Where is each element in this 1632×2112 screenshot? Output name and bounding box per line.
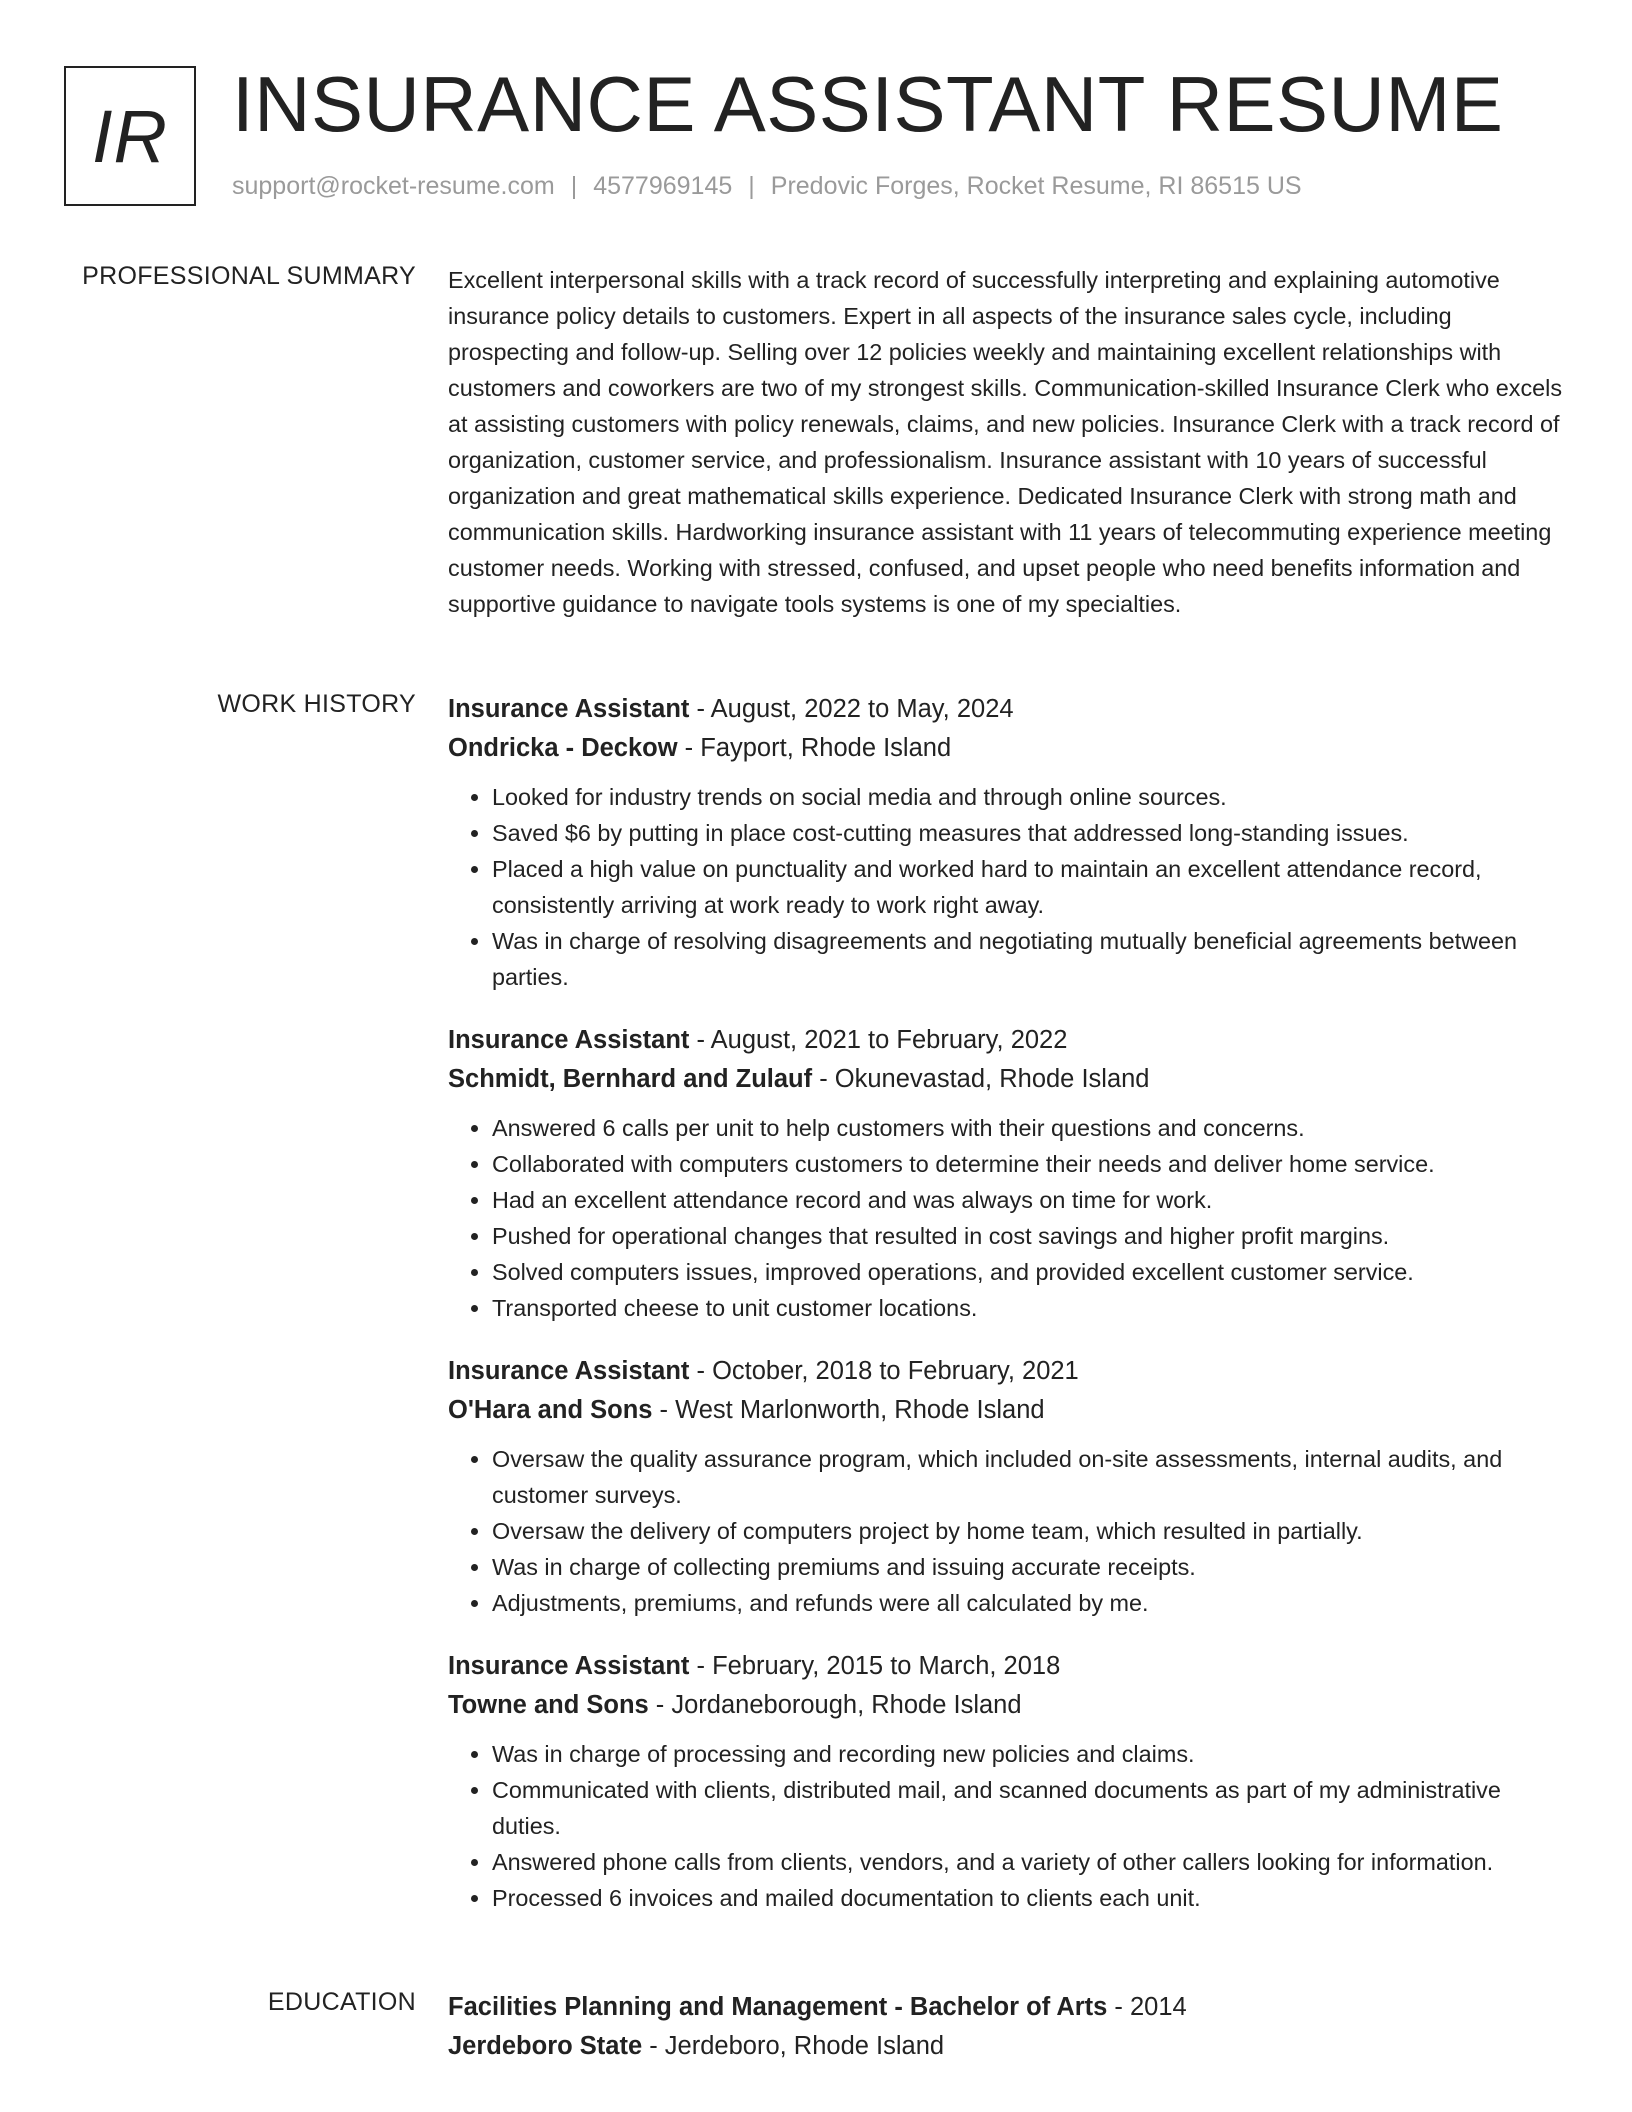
job-location: - West Marlonworth, Rhode Island [652, 1396, 1045, 1424]
contact-address: Predovic Forges, Rocket Resume, RI 86515 US [770, 172, 1302, 200]
job-location: - Fayport, Rhode Island [677, 734, 952, 762]
job-title: Insurance Assistant [448, 695, 690, 723]
job-title-line [448, 1352, 1568, 1391]
job-title: Insurance Assistant [448, 1357, 690, 1385]
job-location: - Jordaneborough, Rhode Island [648, 1691, 1022, 1719]
section-label-education: EDUCATION [267, 1988, 416, 2016]
job-bullet: • Processed 6 invoices and mailed documentation to clients each unit. [492, 1880, 1568, 1916]
job-bullets [448, 779, 1568, 995]
job-title-line [448, 1647, 1568, 1686]
summary-text: Excellent interpersonal skills with a track record of successfully interpreting and explaining automotive insurance policy details to customers. Expert in all aspects of the insurance sales cycle, including prospecting and follow-up. Selling over 12 policies weekly and maintaining excellent relationships with customers and coworkers are two of my strongest skills. Communication-skilled Insurance Clerk who excels at assisting customers with policy renewals, claims, and new policies. Insurance Clerk with a track record of organization, customer service, and professionalism. Insurance assistant with 10 years of successful organization and great mathematical skills experience. Dedicated Insurance Clerk with strong math and communication skills. Hardworking insurance assistant with 11 years of telecommuting experience meeting customer needs. Working with stressed, confused, and upset people who need benefits information and supportive guidance to navigate tools systems is one of my specialties. [448, 267, 1563, 617]
education-school: Jerdeboro State [448, 2032, 643, 2060]
section-label-summary: PROFESSIONAL SUMMARY [82, 262, 416, 290]
job-bullet: • Collaborated with computers customers to determine their needs and deliver home service. [492, 1146, 1568, 1182]
job-entry [448, 1647, 1568, 1916]
job-bullet: • Solved computers issues, improved operations, and provided excellent customer service. [492, 1254, 1568, 1290]
work-history-body [448, 690, 1568, 1942]
contact-email[interactable]: support@rocket-resume.com [232, 172, 555, 200]
job-bullet: • Transported cheese to unit customer locations. [492, 1290, 1568, 1326]
job-bullet: • Pushed for operational changes that resulted in cost savings and higher profit margins. [492, 1218, 1568, 1254]
education-body [448, 1988, 1568, 2066]
job-bullet: • Placed a high value on punctuality and worked hard to maintain an excellent attendance record, consistently arriving at work ready to work right away. [492, 851, 1568, 923]
job-title-line [448, 1021, 1568, 1060]
monogram-logo [64, 66, 196, 206]
job-bullet: • Answered phone calls from clients, vendors, and a variety of other callers looking for information. [492, 1844, 1568, 1880]
job-bullet: • Was in charge of processing and recording new policies and claims. [492, 1736, 1568, 1772]
job-company-line [448, 1686, 1568, 1725]
job-bullet: • Adjustments, premiums, and refunds were all calculated by me. [492, 1585, 1568, 1621]
job-bullet: • Saved $6 by putting in place cost-cutting measures that addressed long-standing issues. [492, 815, 1568, 851]
education-degree-line [448, 1988, 1568, 2027]
job-bullet: • Oversaw the quality assurance program, which included on-site assessments, internal audits, and customer surveys. [492, 1441, 1568, 1513]
job-company-line [448, 729, 1568, 768]
education-school-line [448, 2027, 1568, 2066]
job-bullet: • Oversaw the delivery of computers project by home team, which resulted in partially. [492, 1513, 1568, 1549]
job-company: Schmidt, Bernhard and Zulauf [448, 1065, 813, 1093]
section-label-work: WORK HISTORY [217, 690, 416, 718]
job-bullet: • Had an excellent attendance record and was always on time for work. [492, 1182, 1568, 1218]
job-company-line [448, 1060, 1568, 1099]
job-location: - Okunevastad, Rhode Island [812, 1065, 1150, 1093]
job-bullets [448, 1110, 1568, 1326]
job-company-line [448, 1391, 1568, 1430]
resume-header [64, 60, 1568, 216]
contact-line [232, 172, 1302, 201]
job-bullets [448, 1736, 1568, 1916]
education-location: - Jerdeboro, Rhode Island [642, 2032, 945, 2060]
job-company: Ondricka - Deckow [448, 734, 678, 762]
education-year: - 2014 [1107, 1993, 1187, 2021]
job-bullet: • Answered 6 calls per unit to help customers with their questions and concerns. [492, 1110, 1568, 1146]
contact-separator: | [570, 172, 578, 200]
job-dates: - October, 2018 to February, 2021 [689, 1357, 1079, 1385]
job-title-line [448, 690, 1568, 729]
monogram-initials: IR [92, 94, 168, 178]
resume-title: INSURANCE ASSISTANT RESUME [232, 60, 1504, 148]
education-degree: Facilities Planning and Management - Bachelor of Arts [448, 1993, 1108, 2021]
job-bullet: • Was in charge of collecting premiums and issuing accurate receipts. [492, 1549, 1568, 1585]
job-company: Towne and Sons [448, 1691, 649, 1719]
contact-phone[interactable]: 4577969145 [593, 172, 733, 200]
job-dates: - August, 2021 to February, 2022 [689, 1026, 1068, 1054]
job-bullet: • Communicated with clients, distributed mail, and scanned documents as part of my administrative duties. [492, 1772, 1568, 1844]
job-bullet: • Was in charge of resolving disagreements and negotiating mutually beneficial agreements between parties. [492, 923, 1568, 995]
job-title: Insurance Assistant [448, 1652, 690, 1680]
contact-separator: | [748, 172, 755, 200]
summary-body [448, 262, 1568, 622]
job-dates: - February, 2015 to March, 2018 [689, 1652, 1061, 1680]
job-entry [448, 1352, 1568, 1621]
job-company: O'Hara and Sons [448, 1396, 653, 1424]
job-title: Insurance Assistant [448, 1026, 690, 1054]
job-dates: - August, 2022 to May, 2024 [689, 695, 1014, 723]
job-bullets [448, 1441, 1568, 1621]
job-entry [448, 690, 1568, 995]
job-bullet: • Looked for industry trends on social media and through online sources. [492, 779, 1568, 815]
job-entry [448, 1021, 1568, 1326]
